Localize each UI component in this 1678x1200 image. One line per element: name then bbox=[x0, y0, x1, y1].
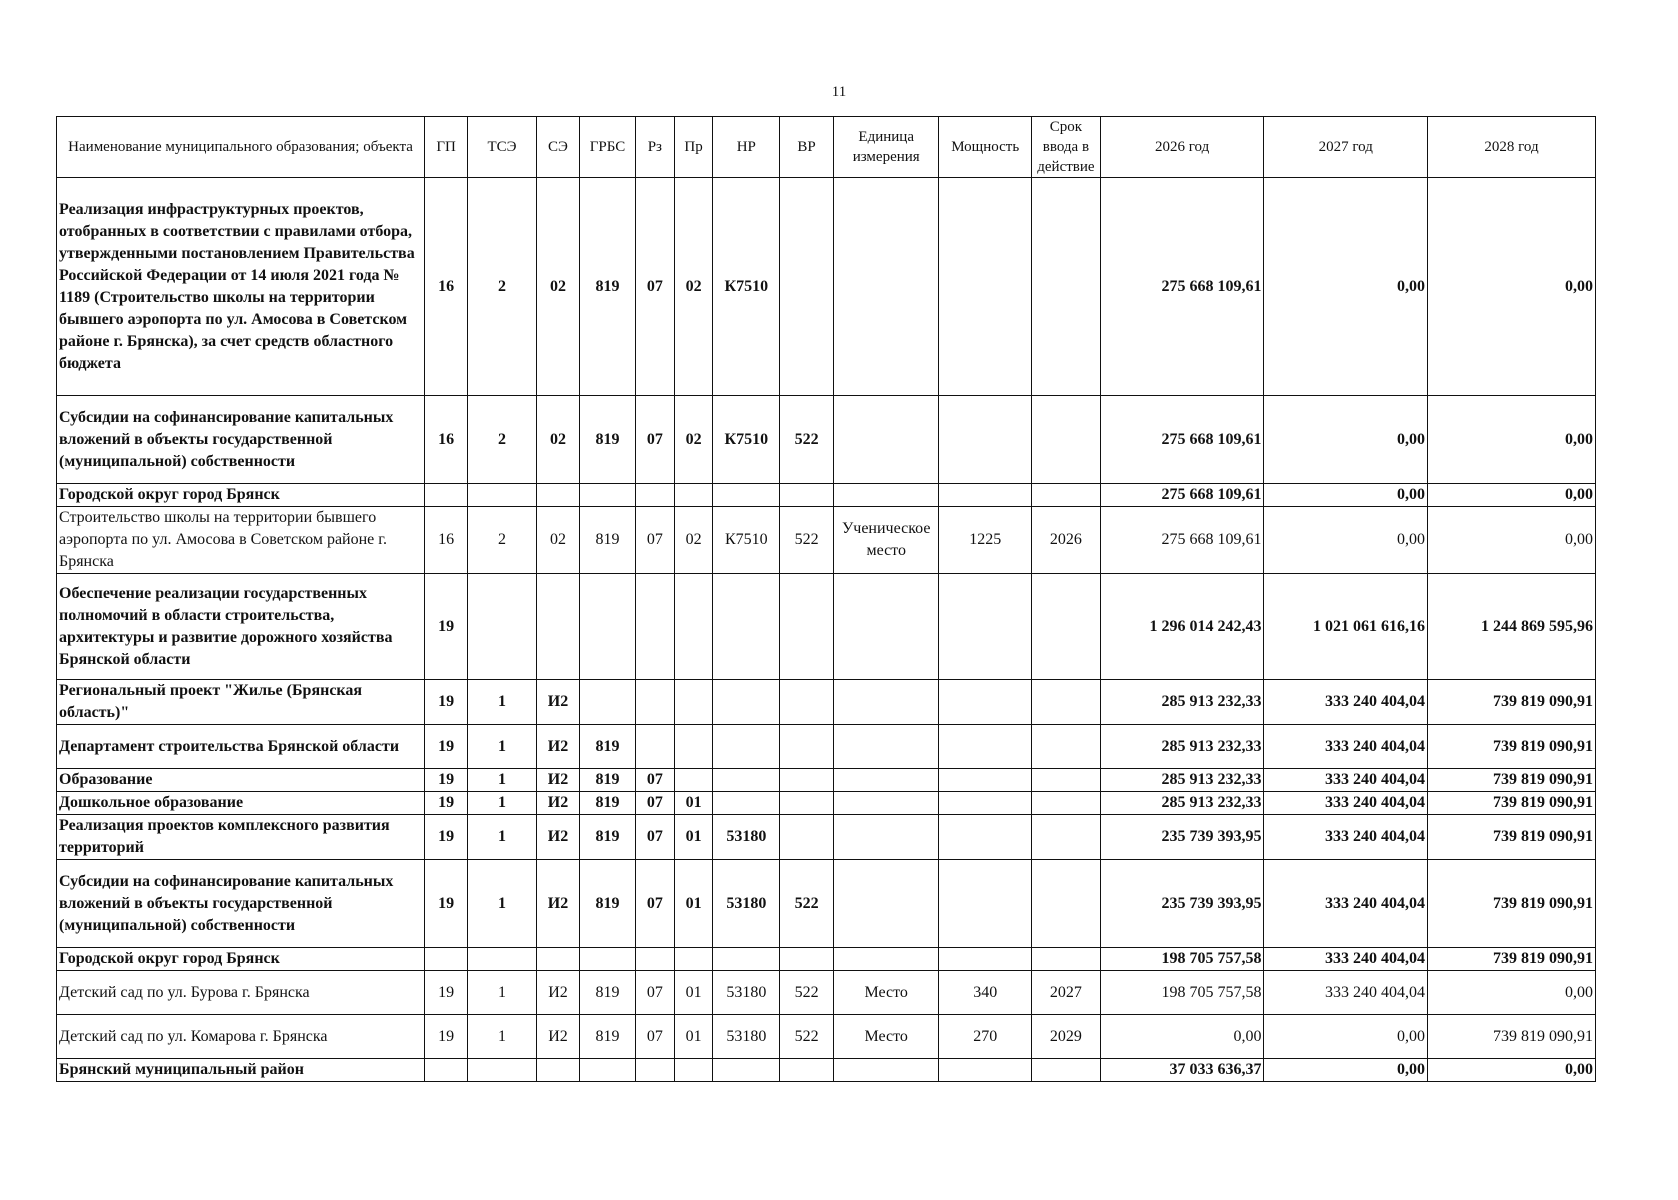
cell-gp: 16 bbox=[425, 178, 468, 396]
table-row bbox=[57, 484, 1596, 507]
cell-se: И2 bbox=[536, 815, 579, 860]
cell-y2028: 0,00 bbox=[1428, 507, 1596, 574]
cell-y2028: 739 819 090,91 bbox=[1428, 725, 1596, 769]
page-number: 11 bbox=[831, 84, 847, 100]
cell-se: И2 bbox=[536, 680, 579, 725]
cell-unit: Место bbox=[833, 971, 938, 1015]
cell-y2027: 333 240 404,04 bbox=[1264, 792, 1428, 815]
table-row bbox=[57, 769, 1596, 792]
cell-y2028: 739 819 090,91 bbox=[1428, 680, 1596, 725]
cell-unit bbox=[833, 815, 938, 860]
cell-capacity bbox=[939, 178, 1032, 396]
cell-term bbox=[1031, 725, 1100, 769]
cell-y2027: 333 240 404,04 bbox=[1264, 680, 1428, 725]
cell-se: И2 bbox=[536, 1015, 579, 1059]
cell-rz: 07 bbox=[635, 792, 674, 815]
cell-y2026: 198 705 757,58 bbox=[1100, 971, 1264, 1015]
cell-vr bbox=[780, 1059, 834, 1082]
cell-name: Брянский муниципальный район bbox=[57, 1059, 425, 1082]
cell-term: 2029 bbox=[1031, 1015, 1100, 1059]
cell-vr bbox=[780, 769, 834, 792]
cell-pr: 01 bbox=[674, 971, 713, 1015]
cell-y2026: 235 739 393,95 bbox=[1100, 815, 1264, 860]
cell-unit bbox=[833, 574, 938, 680]
cell-pr bbox=[674, 725, 713, 769]
cell-grbs bbox=[580, 574, 636, 680]
cell-rz: 07 bbox=[635, 860, 674, 948]
cell-pr: 01 bbox=[674, 860, 713, 948]
cell-nr bbox=[713, 680, 780, 725]
cell-term bbox=[1031, 396, 1100, 484]
cell-term bbox=[1031, 815, 1100, 860]
cell-rz: 07 bbox=[635, 178, 674, 396]
cell-tse: 1 bbox=[468, 769, 537, 792]
table-row bbox=[57, 971, 1596, 1015]
cell-grbs bbox=[580, 948, 636, 971]
cell-tse: 1 bbox=[468, 725, 537, 769]
cell-se: 02 bbox=[536, 178, 579, 396]
header-gp: ГП bbox=[425, 117, 468, 178]
cell-rz: 07 bbox=[635, 1015, 674, 1059]
budget-table bbox=[56, 116, 1596, 1082]
cell-y2026: 235 739 393,95 bbox=[1100, 860, 1264, 948]
cell-gp: 19 bbox=[425, 792, 468, 815]
cell-gp: 19 bbox=[425, 1015, 468, 1059]
cell-vr bbox=[780, 725, 834, 769]
cell-term bbox=[1031, 792, 1100, 815]
cell-tse bbox=[468, 1059, 537, 1082]
cell-name: Региональный проект "Жилье (Брянская область)" bbox=[57, 680, 425, 725]
cell-nr: К7510 bbox=[713, 178, 780, 396]
cell-vr bbox=[780, 680, 834, 725]
cell-vr bbox=[780, 484, 834, 507]
cell-name: Детский сад по ул. Комарова г. Брянска bbox=[57, 1015, 425, 1059]
cell-grbs: 819 bbox=[580, 815, 636, 860]
cell-tse: 1 bbox=[468, 680, 537, 725]
cell-se: И2 bbox=[536, 792, 579, 815]
cell-y2026: 37 033 636,37 bbox=[1100, 1059, 1264, 1082]
cell-term bbox=[1031, 1059, 1100, 1082]
cell-y2028: 0,00 bbox=[1428, 971, 1596, 1015]
cell-nr bbox=[713, 484, 780, 507]
cell-capacity bbox=[939, 574, 1032, 680]
cell-y2027: 1 021 061 616,16 bbox=[1264, 574, 1428, 680]
cell-term bbox=[1031, 769, 1100, 792]
cell-name: Обеспечение реализации государственных полномочий в области строительства, архитектуры и развитие дорожного хозяйства Брянской области bbox=[57, 574, 425, 680]
cell-name: Департамент строительства Брянской области bbox=[57, 725, 425, 769]
header-row bbox=[57, 117, 1596, 178]
cell-y2028: 0,00 bbox=[1428, 396, 1596, 484]
cell-rz: 07 bbox=[635, 769, 674, 792]
cell-name: Городской округ город Брянск bbox=[57, 484, 425, 507]
cell-y2027: 333 240 404,04 bbox=[1264, 948, 1428, 971]
cell-vr bbox=[780, 948, 834, 971]
cell-rz: 07 bbox=[635, 971, 674, 1015]
cell-vr bbox=[780, 815, 834, 860]
cell-tse bbox=[468, 574, 537, 680]
cell-capacity: 340 bbox=[939, 971, 1032, 1015]
cell-nr: К7510 bbox=[713, 396, 780, 484]
header-nr: НР bbox=[713, 117, 780, 178]
cell-grbs: 819 bbox=[580, 792, 636, 815]
cell-capacity bbox=[939, 1059, 1032, 1082]
cell-y2027: 0,00 bbox=[1264, 1059, 1428, 1082]
table-body bbox=[57, 178, 1596, 1082]
cell-vr bbox=[780, 574, 834, 680]
cell-vr: 522 bbox=[780, 860, 834, 948]
table-row bbox=[57, 860, 1596, 948]
cell-capacity: 270 bbox=[939, 1015, 1032, 1059]
cell-y2027: 333 240 404,04 bbox=[1264, 860, 1428, 948]
cell-y2026: 285 913 232,33 bbox=[1100, 792, 1264, 815]
cell-tse: 1 bbox=[468, 815, 537, 860]
cell-term bbox=[1031, 574, 1100, 680]
cell-vr: 522 bbox=[780, 1015, 834, 1059]
cell-rz bbox=[635, 725, 674, 769]
cell-name: Реализация инфраструктурных проектов, отобранных в соответствии с правилами отбора, утвержденными постановлением Правительства Российской Федерации от 14 июля 2021 года № 1189 (Строительство школы на территории бывшего аэропорта по ул. Амосова в Советском районе г. Брянска), за счет средств областного бюджета bbox=[57, 178, 425, 396]
cell-unit bbox=[833, 792, 938, 815]
cell-y2026: 275 668 109,61 bbox=[1100, 507, 1264, 574]
header-2026: 2026 год bbox=[1100, 117, 1264, 178]
header-term: Срок ввода в действие bbox=[1031, 117, 1100, 178]
cell-nr: 53180 bbox=[713, 971, 780, 1015]
cell-y2026: 1 296 014 242,43 bbox=[1100, 574, 1264, 680]
header-unit: Единица измерения bbox=[833, 117, 938, 178]
cell-name: Строительство школы на территории бывшего аэропорта по ул. Амосова в Советском районе г. Брянска bbox=[57, 507, 425, 574]
cell-y2028: 0,00 bbox=[1428, 484, 1596, 507]
cell-unit bbox=[833, 769, 938, 792]
cell-pr: 02 bbox=[674, 507, 713, 574]
cell-tse: 1 bbox=[468, 1015, 537, 1059]
cell-capacity bbox=[939, 948, 1032, 971]
cell-nr bbox=[713, 792, 780, 815]
cell-capacity bbox=[939, 680, 1032, 725]
cell-y2026: 0,00 bbox=[1100, 1015, 1264, 1059]
cell-vr: 522 bbox=[780, 971, 834, 1015]
cell-name: Образование bbox=[57, 769, 425, 792]
cell-nr bbox=[713, 769, 780, 792]
cell-y2026: 275 668 109,61 bbox=[1100, 178, 1264, 396]
cell-gp: 16 bbox=[425, 396, 468, 484]
cell-unit bbox=[833, 725, 938, 769]
cell-grbs bbox=[580, 680, 636, 725]
cell-y2028: 739 819 090,91 bbox=[1428, 1015, 1596, 1059]
cell-pr: 01 bbox=[674, 815, 713, 860]
cell-vr: 522 bbox=[780, 396, 834, 484]
cell-rz bbox=[635, 680, 674, 725]
cell-vr bbox=[780, 178, 834, 396]
cell-capacity: 1225 bbox=[939, 507, 1032, 574]
cell-se bbox=[536, 574, 579, 680]
cell-y2026: 285 913 232,33 bbox=[1100, 725, 1264, 769]
header-rz: Рз bbox=[635, 117, 674, 178]
cell-pr bbox=[674, 1059, 713, 1082]
cell-y2028: 739 819 090,91 bbox=[1428, 860, 1596, 948]
cell-nr bbox=[713, 948, 780, 971]
cell-y2027: 0,00 bbox=[1264, 1015, 1428, 1059]
cell-gp bbox=[425, 1059, 468, 1082]
cell-name: Дошкольное образование bbox=[57, 792, 425, 815]
header-pr: Пр bbox=[674, 117, 713, 178]
cell-pr: 01 bbox=[674, 792, 713, 815]
cell-unit: Ученическое место bbox=[833, 507, 938, 574]
cell-y2027: 333 240 404,04 bbox=[1264, 971, 1428, 1015]
cell-rz bbox=[635, 1059, 674, 1082]
cell-term: 2027 bbox=[1031, 971, 1100, 1015]
cell-name: Субсидии на софинансирование капитальных вложений в объекты государственной (муниципальной) собственности bbox=[57, 396, 425, 484]
table-row bbox=[57, 680, 1596, 725]
cell-grbs: 819 bbox=[580, 507, 636, 574]
header-name: Наименование муниципального образования; объекта bbox=[57, 117, 425, 178]
cell-term bbox=[1031, 860, 1100, 948]
cell-capacity bbox=[939, 769, 1032, 792]
cell-grbs: 819 bbox=[580, 769, 636, 792]
cell-se bbox=[536, 484, 579, 507]
cell-vr bbox=[780, 792, 834, 815]
table-row bbox=[57, 1015, 1596, 1059]
cell-rz: 07 bbox=[635, 815, 674, 860]
header-tse: ТСЭ bbox=[468, 117, 537, 178]
cell-unit bbox=[833, 484, 938, 507]
cell-capacity bbox=[939, 396, 1032, 484]
table-row bbox=[57, 507, 1596, 574]
cell-tse: 2 bbox=[468, 178, 537, 396]
table-row bbox=[57, 948, 1596, 971]
header-2027: 2027 год bbox=[1264, 117, 1428, 178]
cell-capacity bbox=[939, 484, 1032, 507]
cell-pr bbox=[674, 484, 713, 507]
cell-se: И2 bbox=[536, 769, 579, 792]
cell-y2026: 198 705 757,58 bbox=[1100, 948, 1264, 971]
header-grbs: ГРБС bbox=[580, 117, 636, 178]
cell-unit bbox=[833, 680, 938, 725]
header-vr: ВР bbox=[780, 117, 834, 178]
cell-unit bbox=[833, 860, 938, 948]
cell-se: И2 bbox=[536, 971, 579, 1015]
cell-gp bbox=[425, 948, 468, 971]
cell-name: Детский сад по ул. Бурова г. Брянска bbox=[57, 971, 425, 1015]
cell-gp: 19 bbox=[425, 680, 468, 725]
cell-name: Городской округ город Брянск bbox=[57, 948, 425, 971]
table-row bbox=[57, 574, 1596, 680]
cell-tse bbox=[468, 484, 537, 507]
header-se: СЭ bbox=[536, 117, 579, 178]
cell-term bbox=[1031, 484, 1100, 507]
cell-name: Субсидии на софинансирование капитальных вложений в объекты государственной (муниципальной) собственности bbox=[57, 860, 425, 948]
cell-nr: 53180 bbox=[713, 1015, 780, 1059]
cell-pr: 01 bbox=[674, 1015, 713, 1059]
cell-grbs: 819 bbox=[580, 396, 636, 484]
cell-pr: 02 bbox=[674, 396, 713, 484]
table-row bbox=[57, 396, 1596, 484]
cell-unit: Место bbox=[833, 1015, 938, 1059]
table-row bbox=[57, 725, 1596, 769]
table-row bbox=[57, 1059, 1596, 1082]
cell-nr bbox=[713, 1059, 780, 1082]
cell-rz: 07 bbox=[635, 507, 674, 574]
cell-grbs bbox=[580, 484, 636, 507]
cell-gp: 19 bbox=[425, 769, 468, 792]
cell-pr bbox=[674, 574, 713, 680]
cell-y2027: 0,00 bbox=[1264, 178, 1428, 396]
cell-term bbox=[1031, 948, 1100, 971]
cell-y2026: 275 668 109,61 bbox=[1100, 396, 1264, 484]
cell-term bbox=[1031, 680, 1100, 725]
cell-se: 02 bbox=[536, 396, 579, 484]
cell-gp: 19 bbox=[425, 815, 468, 860]
cell-y2028: 739 819 090,91 bbox=[1428, 769, 1596, 792]
cell-rz: 07 bbox=[635, 396, 674, 484]
cell-nr bbox=[713, 725, 780, 769]
cell-nr bbox=[713, 574, 780, 680]
cell-grbs: 819 bbox=[580, 860, 636, 948]
cell-y2027: 333 240 404,04 bbox=[1264, 769, 1428, 792]
cell-se bbox=[536, 1059, 579, 1082]
cell-gp: 16 bbox=[425, 507, 468, 574]
cell-y2027: 0,00 bbox=[1264, 507, 1428, 574]
table-row bbox=[57, 178, 1596, 396]
cell-se: 02 bbox=[536, 507, 579, 574]
cell-y2026: 285 913 232,33 bbox=[1100, 769, 1264, 792]
cell-grbs: 819 bbox=[580, 725, 636, 769]
cell-pr bbox=[674, 769, 713, 792]
cell-grbs: 819 bbox=[580, 178, 636, 396]
cell-se: И2 bbox=[536, 725, 579, 769]
cell-rz bbox=[635, 574, 674, 680]
cell-unit bbox=[833, 178, 938, 396]
cell-y2028: 739 819 090,91 bbox=[1428, 792, 1596, 815]
cell-y2028: 739 819 090,91 bbox=[1428, 948, 1596, 971]
cell-gp bbox=[425, 484, 468, 507]
cell-capacity bbox=[939, 725, 1032, 769]
cell-y2028: 0,00 bbox=[1428, 1059, 1596, 1082]
cell-rz bbox=[635, 484, 674, 507]
cell-tse: 1 bbox=[468, 971, 537, 1015]
cell-term: 2026 bbox=[1031, 507, 1100, 574]
cell-unit bbox=[833, 396, 938, 484]
cell-unit bbox=[833, 1059, 938, 1082]
cell-y2027: 0,00 bbox=[1264, 484, 1428, 507]
cell-y2027: 0,00 bbox=[1264, 396, 1428, 484]
cell-gp: 19 bbox=[425, 860, 468, 948]
cell-y2028: 739 819 090,91 bbox=[1428, 815, 1596, 860]
header-2028: 2028 год bbox=[1428, 117, 1596, 178]
cell-nr: 53180 bbox=[713, 860, 780, 948]
cell-y2026: 275 668 109,61 bbox=[1100, 484, 1264, 507]
cell-name: Реализация проектов комплексного развития территорий bbox=[57, 815, 425, 860]
cell-tse: 2 bbox=[468, 396, 537, 484]
cell-term bbox=[1031, 178, 1100, 396]
cell-rz bbox=[635, 948, 674, 971]
cell-y2027: 333 240 404,04 bbox=[1264, 725, 1428, 769]
cell-grbs: 819 bbox=[580, 1015, 636, 1059]
cell-y2027: 333 240 404,04 bbox=[1264, 815, 1428, 860]
cell-se bbox=[536, 948, 579, 971]
cell-unit bbox=[833, 948, 938, 971]
cell-gp: 19 bbox=[425, 725, 468, 769]
table-row bbox=[57, 815, 1596, 860]
cell-tse: 1 bbox=[468, 860, 537, 948]
cell-tse: 2 bbox=[468, 507, 537, 574]
cell-pr bbox=[674, 680, 713, 725]
cell-vr: 522 bbox=[780, 507, 834, 574]
cell-pr: 02 bbox=[674, 178, 713, 396]
cell-se: И2 bbox=[536, 860, 579, 948]
cell-tse: 1 bbox=[468, 792, 537, 815]
cell-tse bbox=[468, 948, 537, 971]
cell-nr: К7510 bbox=[713, 507, 780, 574]
cell-y2028: 1 244 869 595,96 bbox=[1428, 574, 1596, 680]
cell-capacity bbox=[939, 815, 1032, 860]
cell-gp: 19 bbox=[425, 574, 468, 680]
cell-nr: 53180 bbox=[713, 815, 780, 860]
cell-grbs: 819 bbox=[580, 971, 636, 1015]
cell-gp: 19 bbox=[425, 971, 468, 1015]
table-row bbox=[57, 792, 1596, 815]
cell-pr bbox=[674, 948, 713, 971]
cell-capacity bbox=[939, 860, 1032, 948]
header-capacity: Мощность bbox=[939, 117, 1032, 178]
cell-grbs bbox=[580, 1059, 636, 1082]
cell-y2026: 285 913 232,33 bbox=[1100, 680, 1264, 725]
cell-capacity bbox=[939, 792, 1032, 815]
cell-y2028: 0,00 bbox=[1428, 178, 1596, 396]
